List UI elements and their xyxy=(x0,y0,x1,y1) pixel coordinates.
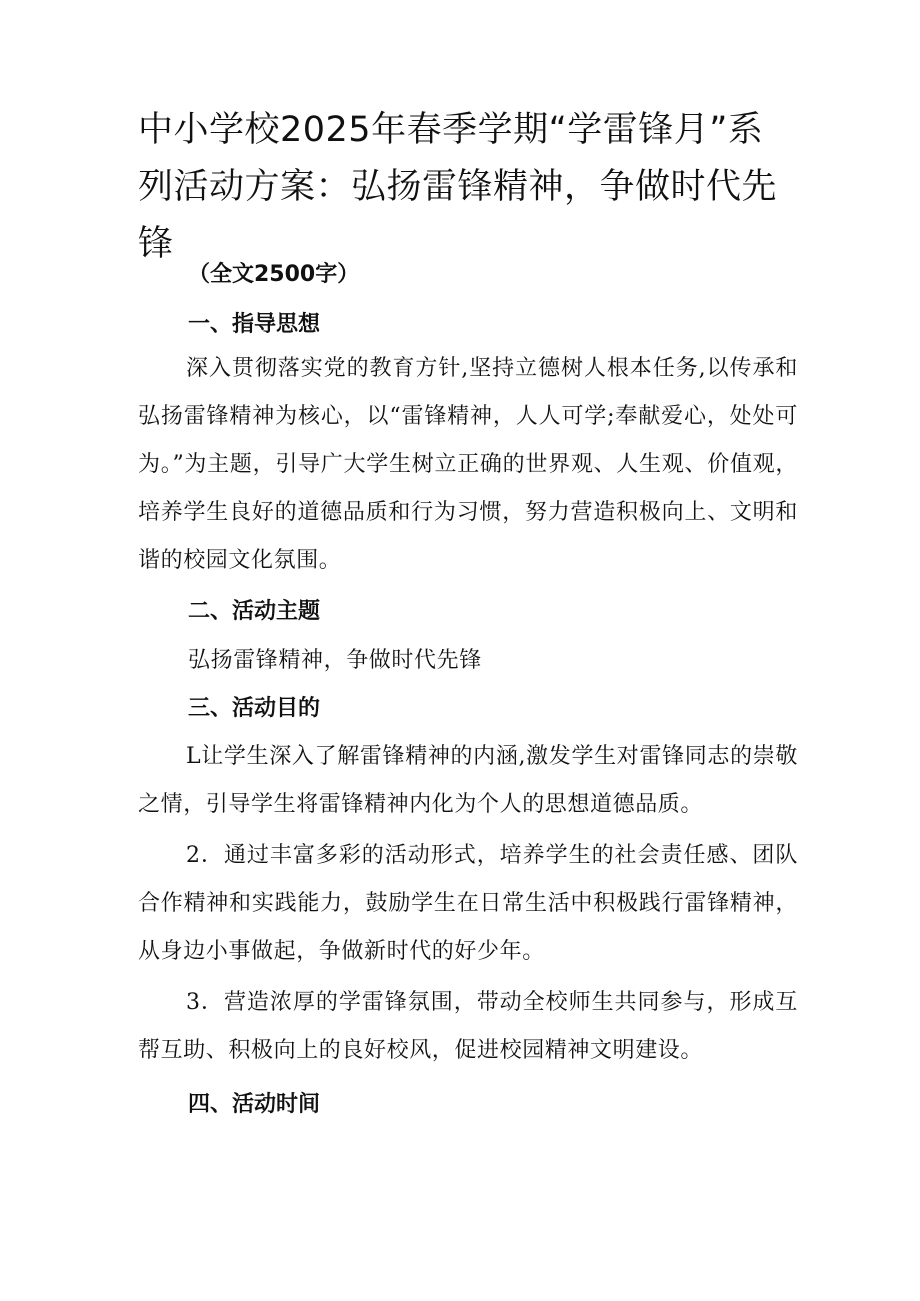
paragraph-guiding-ideology: 深入贯彻落实党的教育方针,坚持立德树人根本任务,以传承和弘扬雷锋精神为核心，以“雷锋精神，人人可学;奉献爱心，处处可为。”为主题，引导广大学生树立正确的世界观、人生观、价值观，培养学生良好的道德品质和行为习惯，努力营造积极向上、文明和谐的校园文化氛围。 xyxy=(138,356,798,573)
section-heading-activity-purpose: 三、活动目的 xyxy=(188,696,321,721)
document-title: 中小学校2025年春季学期“学雷锋月”系列活动方案：弘扬雷锋精神，争做时代先锋 xyxy=(138,110,778,264)
paragraph-purpose-3: 3．营造浓厚的学雷锋氛围，带动全校师生共同参与，形成互帮互助、积极向上的良好校风，促进校园精神文明建设。 xyxy=(138,990,798,1063)
section-heading-activity-theme: 二、活动主题 xyxy=(188,599,321,624)
section-heading-activity-time: 四、活动时间 xyxy=(188,1092,321,1117)
section-heading-guiding-ideology: 一、指导思想 xyxy=(188,312,321,337)
word-count: （全文2500字） xyxy=(188,262,360,287)
paragraph-purpose-1: L让学生深入了解雷锋精神的内涵,激发学生对雷锋同志的崇敬之情，引导学生将雷锋精神内化为个人的思想道德品质。 xyxy=(138,744,798,817)
paragraph-purpose-2: 2．通过丰富多彩的活动形式，培养学生的社会责任感、团队合作精神和实践能力，鼓励学生在日常生活中积极践行雷锋精神，从身边小事做起，争做新时代的好少年。 xyxy=(138,843,798,964)
paragraph-activity-theme: 弘扬雷锋精神，争做时代先锋 xyxy=(188,648,482,673)
